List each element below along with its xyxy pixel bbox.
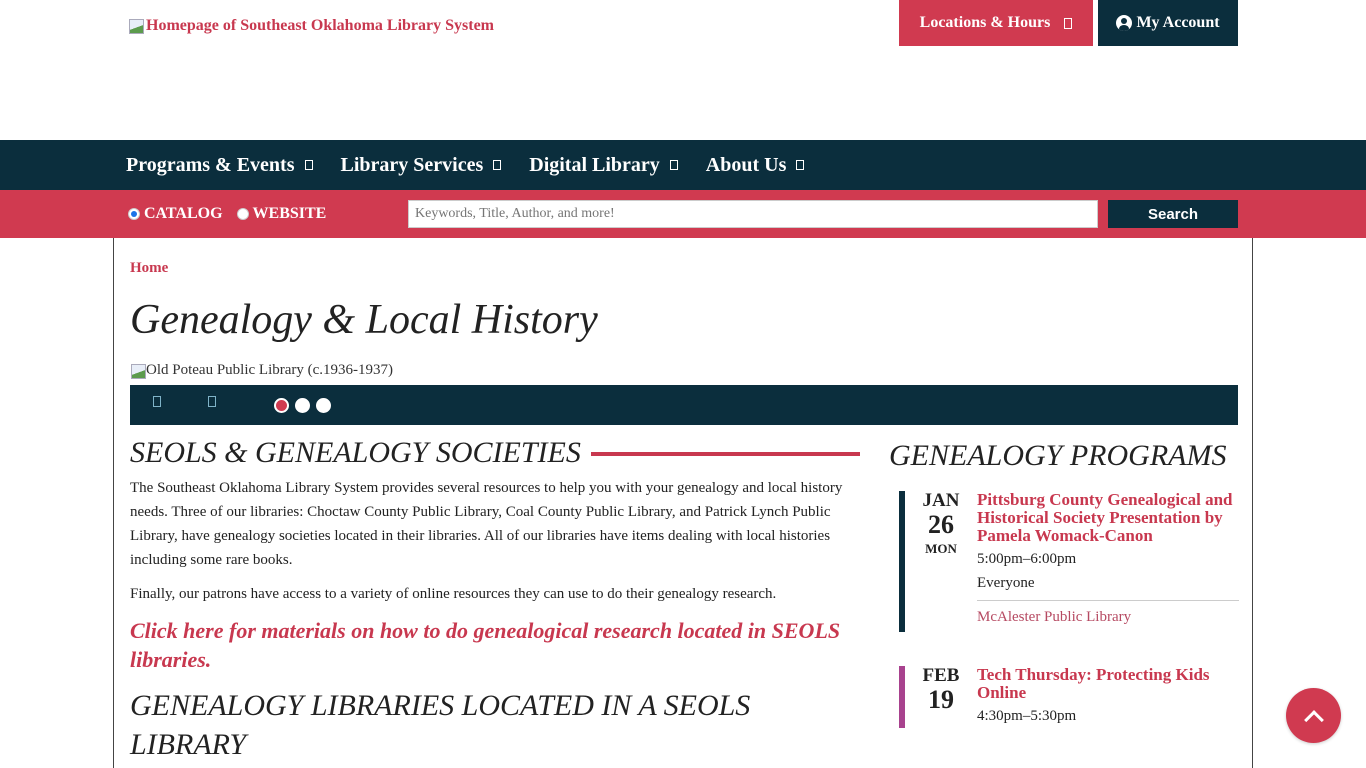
catalog-radio-label[interactable]: CATALOG xyxy=(144,205,223,222)
chevron-down-icon xyxy=(1064,18,1072,29)
event-item xyxy=(899,666,1239,728)
chevron-down-icon xyxy=(493,160,501,170)
page-title: Genealogy & Local History xyxy=(130,297,598,343)
event-body xyxy=(969,491,1239,632)
event-day: 19 xyxy=(928,685,954,714)
research-materials-link[interactable]: Click here for materials on how to do genealogical research located in SEOLS libraries. xyxy=(130,618,841,672)
section-heading-text: SEOLS & GENEALOGY SOCIETIES xyxy=(130,436,581,469)
user-circle-icon xyxy=(1116,15,1132,31)
section-heading-societies xyxy=(130,436,860,470)
broken-image-icon xyxy=(130,363,146,379)
event-time: 5:00pm–6:00pm xyxy=(977,551,1077,567)
slide-image xyxy=(130,362,393,379)
back-to-top-button[interactable] xyxy=(1286,688,1341,743)
site-logo-link[interactable] xyxy=(128,17,494,35)
slider-dot-3[interactable] xyxy=(316,398,331,413)
breadcrumb-home-link[interactable]: Home xyxy=(130,260,169,276)
locations-hours-button[interactable] xyxy=(899,0,1093,46)
event-audience: Everyone xyxy=(977,575,1035,591)
logo-alt-text: Homepage of Southeast Oklahoma Library System xyxy=(146,17,494,34)
slide-image-alt: Old Poteau Public Library (c.1936-1937) xyxy=(146,362,394,378)
event-category-bar xyxy=(899,491,905,632)
slider-dot-2[interactable] xyxy=(295,398,310,413)
event-date xyxy=(913,491,969,632)
nav-item-library-services[interactable] xyxy=(341,154,502,177)
programs-sidebar xyxy=(889,436,1239,728)
section-heading-libraries: GENEALOGY LIBRARIES LOCATED IN A SEOLS LIBRARY xyxy=(130,689,751,761)
event-weekday: MON xyxy=(925,541,957,556)
my-account-label: My Account xyxy=(1136,14,1220,31)
slider-prev-icon[interactable] xyxy=(153,396,161,407)
event-body xyxy=(969,666,1239,728)
search-scope-group xyxy=(128,205,336,223)
intro-paragraph: The Southeast Oklahoma Library System provides several resources to help you with your genealogy and local history needs. Three of our libraries: Choctaw County Public Library, Coal County Public Library, and Patrick Lynch Public Library, have genealogy societies located in their libraries. All of our libraries have items dealing with local histories including some rare books. xyxy=(130,480,843,568)
event-title-link[interactable]: Tech Thursday: Protecting Kids Online xyxy=(977,665,1210,702)
catalog-radio[interactable] xyxy=(128,208,140,220)
broken-image-icon xyxy=(128,18,144,34)
event-location-link[interactable]: McAlester Public Library xyxy=(977,609,1132,625)
main-content xyxy=(113,238,1253,768)
slider-dot-1[interactable] xyxy=(274,398,289,413)
event-divider xyxy=(977,600,1239,601)
event-month: JAN xyxy=(922,490,960,511)
event-category-bar xyxy=(899,666,905,728)
chevron-up-icon xyxy=(1304,710,1324,730)
slider-next-icon[interactable] xyxy=(208,396,216,407)
online-resources-paragraph: Finally, our patrons have access to a variety of online resources they can use to do their genealogy research. xyxy=(130,586,777,602)
heading-divider xyxy=(591,452,860,456)
nav-item-programs-events[interactable] xyxy=(126,154,313,177)
event-date xyxy=(913,666,969,728)
event-item xyxy=(899,491,1239,632)
main-nav xyxy=(0,140,1366,190)
nav-item-digital-library[interactable] xyxy=(529,154,678,177)
top-buttons xyxy=(899,0,1238,46)
event-month: FEB xyxy=(922,665,960,686)
my-account-button[interactable] xyxy=(1098,0,1238,46)
search-button[interactable]: Search xyxy=(1108,200,1238,228)
left-column xyxy=(130,436,860,764)
search-bar xyxy=(0,190,1366,238)
nav-item-label: Programs & Events xyxy=(126,153,295,176)
site-header xyxy=(0,0,1366,140)
nav-item-label: Digital Library xyxy=(529,153,660,176)
event-day: 26 xyxy=(928,510,954,539)
chevron-down-icon xyxy=(305,160,313,170)
chevron-down-icon xyxy=(670,160,678,170)
slider-controls xyxy=(130,385,1238,425)
event-title-link[interactable]: Pittsburg County Genealogical and Historical Society Presentation by Pamela Womack-Canon xyxy=(977,490,1233,545)
slider-dots xyxy=(274,398,331,413)
chevron-down-icon xyxy=(796,160,804,170)
locations-hours-label: Locations & Hours xyxy=(919,14,1051,31)
website-radio[interactable] xyxy=(237,208,249,220)
programs-title: GENEALOGY PROGRAMS xyxy=(889,439,1227,472)
event-time: 4:30pm–5:30pm xyxy=(977,708,1077,724)
nav-item-label: About Us xyxy=(705,153,787,176)
website-radio-label[interactable]: WEBSITE xyxy=(252,205,327,222)
search-input[interactable] xyxy=(408,200,1098,228)
nav-item-about-us[interactable] xyxy=(706,154,805,177)
nav-item-label: Library Services xyxy=(340,153,484,176)
